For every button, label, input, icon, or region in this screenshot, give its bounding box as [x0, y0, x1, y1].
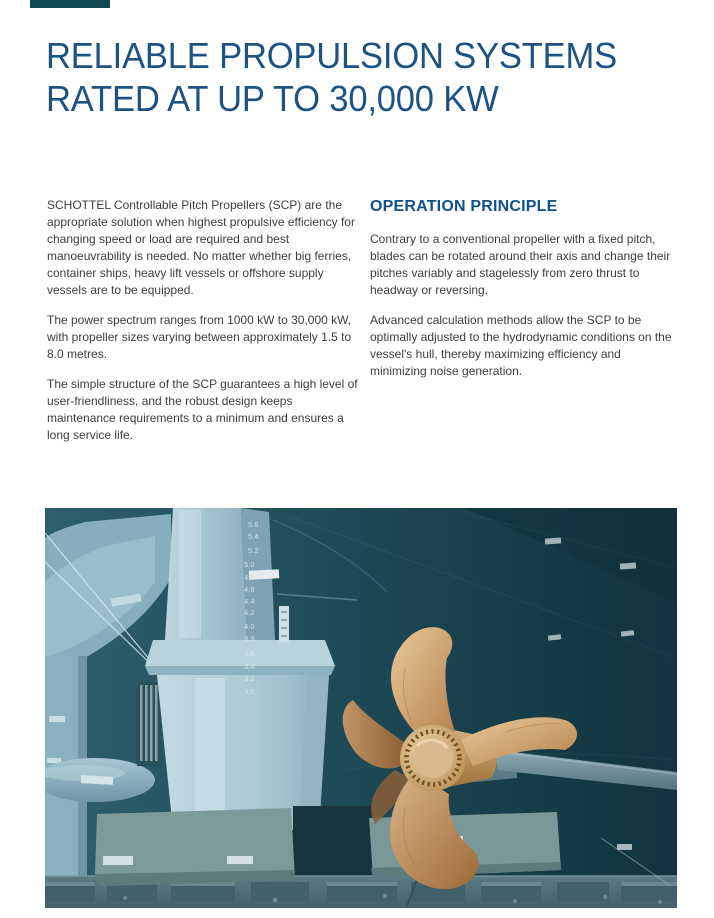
draft-mark: 4.4 [244, 597, 255, 606]
draft-mark: 4.8 [244, 573, 255, 582]
draft-mark: 5.4 [248, 532, 259, 541]
draft-mark: 5.6 [248, 520, 259, 529]
draft-mark: 3.6 [244, 649, 255, 658]
propeller-drydock-photo [45, 508, 677, 908]
draft-mark: 5.0 [244, 560, 255, 569]
draft-mark: 4.2 [244, 608, 255, 617]
strut-collar [145, 640, 335, 666]
operation-paragraph-1: Contrary to a conventional propeller with a fixed pitch, blades can be rotated around their axis and change their pitches variably and stagelessly from zero thrust to headway or reversing. [370, 232, 671, 297]
page-title-line1: RELIABLE PROPULSION SYSTEMS [46, 35, 618, 76]
intro-paragraph-3: The simple structure of the SCP guarantees a high level of user-friendliness, and the robust design keeps maintenance requirements to a minimum and ensures a long service life. [47, 377, 358, 442]
operation-principle-heading: OPERATION PRINCIPLE [370, 198, 558, 215]
brand-color-tab [30, 0, 110, 8]
draft-mark: 4.6 [244, 585, 255, 594]
draft-mark: 3.2 [244, 674, 255, 683]
intro-column [47, 197, 363, 444]
draft-mark: 3.8 [244, 634, 255, 643]
draft-mark: 4.0 [244, 622, 255, 631]
page-title-line2: RATED AT UP TO 30,000 KW [46, 78, 499, 119]
draft-gauge-strip [279, 606, 289, 642]
page-title [46, 34, 617, 120]
intro-paragraph-2: The power spectrum ranges from 1000 kW to 30,000 kW, with propeller sizes varying between approximately 1.5 to 8.0 metres. [47, 313, 352, 361]
dock-gratings [137, 682, 161, 766]
intro-paragraph-1: SCHOTTEL Controllable Pitch Propellers (SCP) are the appropriate solution when highest propulsive efficiency for changing speed or load are required and best manoeuvrability is needed. No matter whether big ferries, container ships, heavy lift vessels or offshore supply vessels are to be equipped. [47, 198, 355, 297]
draft-mark: 3.4 [244, 662, 255, 671]
draft-mark: 3.0 [244, 687, 255, 696]
draft-mark: 5.2 [248, 546, 259, 555]
operation-paragraph-2: Advanced calculation methods allow the SCP to be optimally adjusted to the hydrodynamic conditions on the vessel's hull, thereby maximizing efficiency and minimizing noise generation. [370, 313, 672, 378]
bulb-anode-bar [81, 775, 113, 785]
operation-principle-column [370, 197, 676, 380]
